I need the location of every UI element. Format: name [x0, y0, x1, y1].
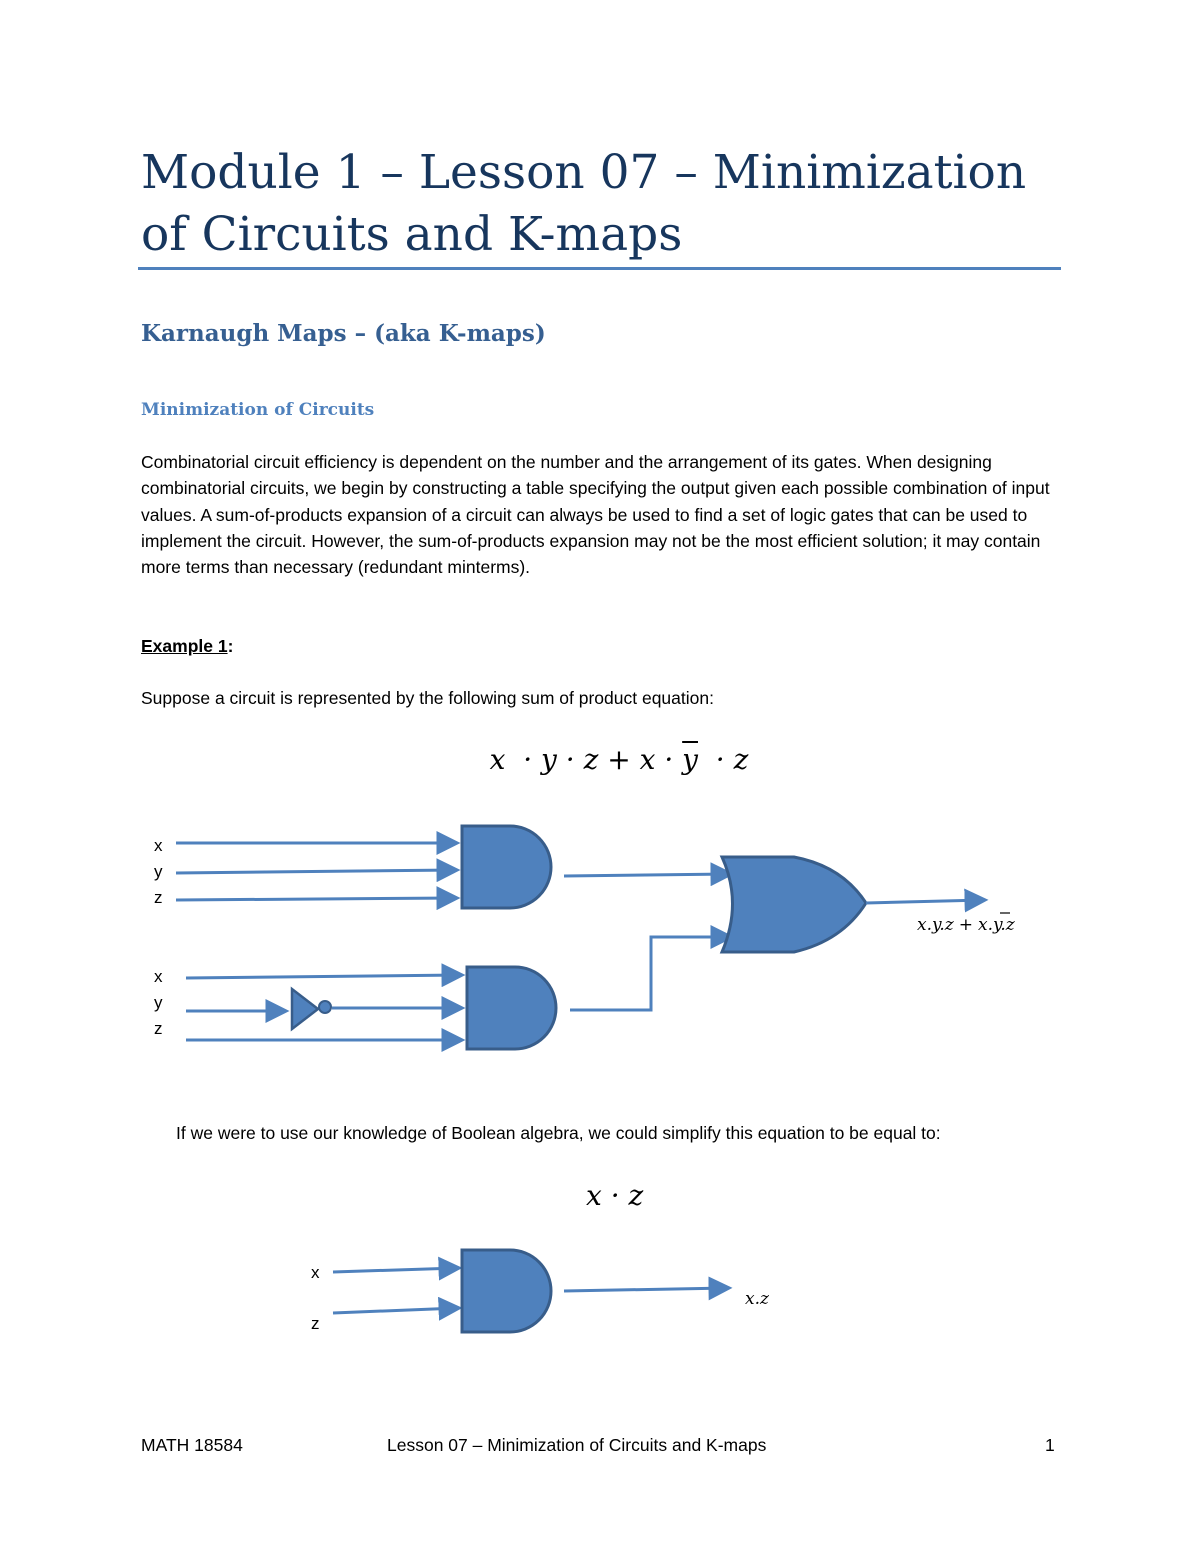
wire-or-out: [866, 900, 984, 903]
eq-term-z1: z: [583, 743, 599, 776]
eq-term-ybar: $\overline{y}$: [682, 743, 698, 776]
footer-lesson: Lesson 07 – Minimization of Circuits and K-maps: [387, 1435, 767, 1455]
out2-term-x: x: [745, 1289, 755, 1309]
input-label-x-2: x: [154, 967, 163, 986]
eq-term-x1: x: [489, 743, 506, 776]
out-term-z1: z: [944, 915, 954, 935]
eq-term-x2: x: [639, 743, 656, 776]
out-term-z2: z: [1005, 915, 1015, 935]
intro-paragraph: Combinatorial circuit efficiency is dependent on the number and the arrangement of its gates. When designing combinatorial circuits, we begin by constructing a table specifying the output given each possible combination of input values. A sum-of-products expansion of a circuit can always be used to find a set of logic gates that can be used to implement the circuit. However, the sum-of-products expansion may not be the most efficient solution; it may contain more terms than necessary (redundant minterms).: [141, 452, 1050, 578]
and-gate-3: [462, 1250, 551, 1332]
out-dot-4: .: [1000, 915, 1006, 935]
eq-dot-2: ·: [565, 743, 575, 776]
simp-term-z: z: [628, 1179, 644, 1212]
out2-term-z: z: [760, 1289, 769, 1309]
eq-dot-4: ·: [715, 743, 725, 776]
out-plus: +: [958, 915, 973, 935]
wire-and1-out: [564, 874, 730, 876]
page-title: Module 1 – Lesson 07 – Minimization of Circuits and K-maps: [141, 145, 1027, 262]
simp-term-x: x: [586, 1179, 602, 1212]
wire-z-3: [333, 1308, 458, 1313]
simp-dot: ·: [610, 1179, 620, 1212]
section-heading: Karnaugh Maps – (aka K-maps): [141, 320, 546, 347]
and-gate-2: [467, 967, 556, 1049]
not-gate: [292, 989, 318, 1029]
circuit2-input-wires: [333, 1268, 458, 1313]
circuit2-output-label: [745, 1289, 770, 1309]
eq-dot-1: ·: [523, 743, 533, 776]
circuit1-output-label: [917, 915, 1016, 935]
footer-page-number: 1: [1045, 1435, 1055, 1455]
or-gate: [722, 857, 866, 952]
input-label-z-2: z: [154, 1019, 163, 1038]
wire-and2-out: [570, 937, 730, 1010]
out-dot-3: .: [987, 915, 993, 935]
wire-x-2: [186, 975, 461, 978]
input-label-y-2: y: [154, 993, 163, 1012]
wire-z-1: [176, 898, 456, 900]
eq-term-y1: y: [541, 743, 557, 776]
wire-and3-out: [564, 1288, 728, 1291]
footer-course: MATH 18584: [141, 1435, 243, 1455]
and-gate-1: [462, 826, 551, 908]
eq-dot-3: ·: [664, 743, 674, 776]
simplified-equation: [586, 1176, 643, 1216]
input-label-z-3: z: [311, 1314, 320, 1333]
out-term-x1: x: [917, 915, 927, 935]
input-label-x-1: x: [154, 836, 163, 855]
input-label-x-3: x: [311, 1263, 320, 1282]
simplify-text: If we were to use our knowledge of Boolean algebra, we could simplify this equation to be equal to:: [176, 1123, 941, 1143]
eq-term-z2: z: [733, 743, 749, 776]
or-input-wires: [564, 874, 730, 1010]
example-intro: Suppose a circuit is represented by the following sum of product equation:: [141, 688, 714, 708]
input-label-y-1: y: [154, 862, 163, 881]
out-term-x2: x: [977, 915, 988, 935]
gate1-input-wires: [176, 843, 456, 900]
example-label-colon: :: [227, 636, 234, 656]
not-gate-bubble: [319, 1001, 331, 1013]
wire-y-1: [176, 870, 456, 873]
input-label-z-1: z: [154, 888, 163, 907]
eq-plus: +: [607, 743, 631, 776]
out-term-y1: y: [932, 915, 940, 935]
out-dot-2: .: [939, 915, 945, 935]
subsection-heading: Minimization of Circuits: [141, 400, 375, 420]
out-dot-1: .: [926, 915, 932, 935]
out-term-ybar: y: [992, 915, 1001, 935]
wire-x-3: [333, 1268, 458, 1272]
example-label-text: Example 1: [141, 636, 228, 656]
out2-dot: .: [754, 1289, 760, 1309]
